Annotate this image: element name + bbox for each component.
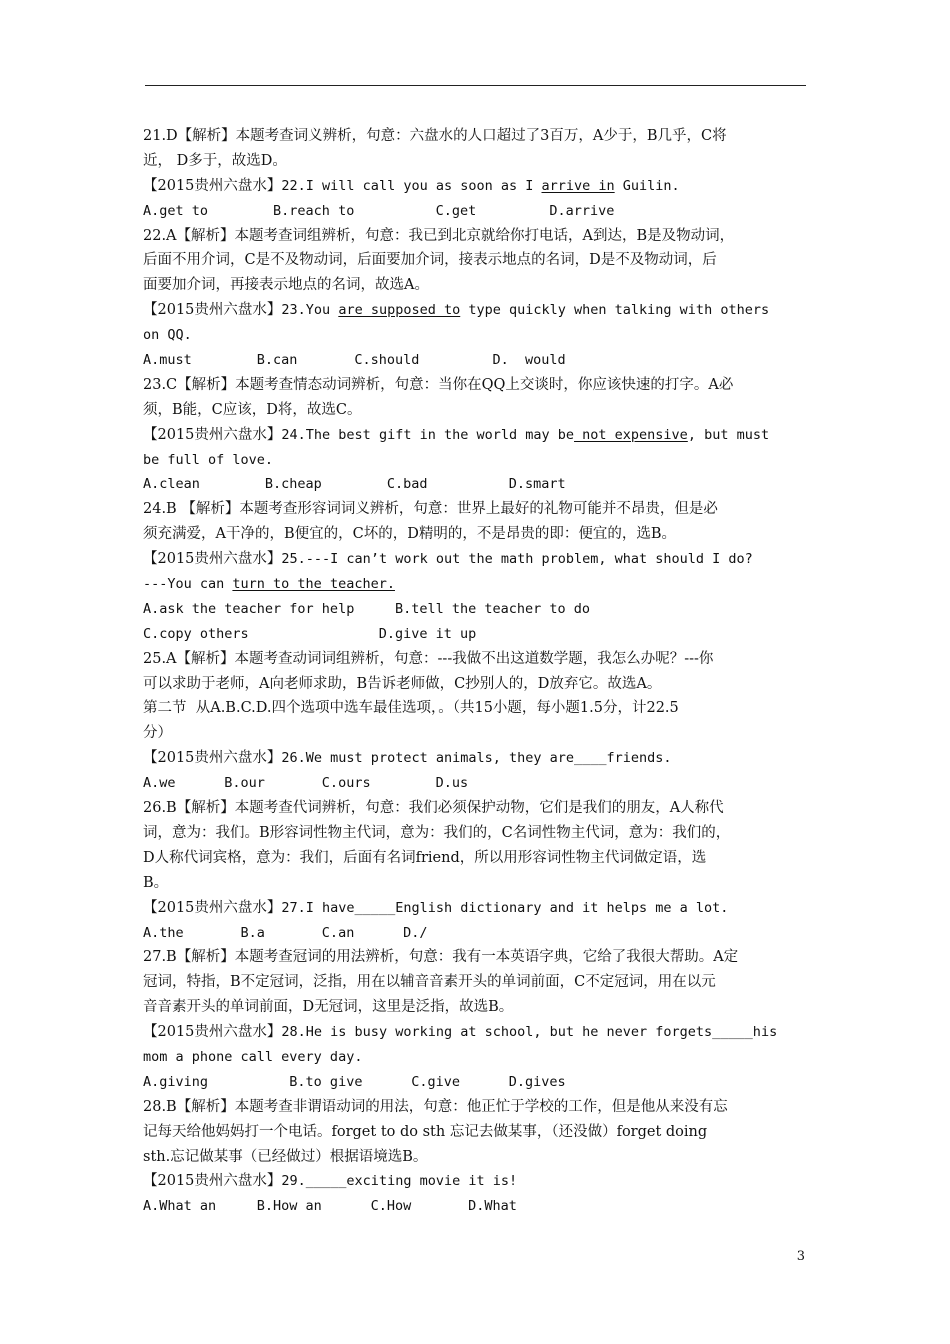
q25-underlined-phrase: turn to the teacher. bbox=[232, 576, 395, 593]
q29-stem bbox=[143, 1169, 811, 1194]
q24-underlined-phrase: not expensive bbox=[574, 426, 688, 443]
q28-options: A.giving B.to give C.give D.gives bbox=[143, 1073, 566, 1090]
q26-options: A.we B.our C.ours D.us bbox=[143, 775, 469, 792]
q27-options: A.the B.a C.an D./ bbox=[143, 924, 428, 941]
q24-source: 【2015贵州六盘水】 bbox=[143, 426, 282, 443]
q25-source: 【2015贵州六盘水】 bbox=[143, 551, 282, 568]
q26-stem bbox=[143, 746, 811, 771]
q22-stem-start: 22.I will call you as soon as I bbox=[281, 177, 542, 194]
q24-stem-start: 24.The best gift in the world may be bbox=[281, 426, 575, 443]
q27-answer-line-1: 27.B【解析】本题考查冠词的用法辨析，句意：我有一本英语字典，它给了我很大帮助。A定 bbox=[143, 949, 739, 966]
q24-stem bbox=[143, 423, 811, 448]
q28-source: 【2015贵州六盘水】 bbox=[143, 1024, 282, 1041]
q21-answer-line-2: 近， D多于，故选D。 bbox=[143, 152, 287, 169]
q23-source: 【2015贵州六盘水】 bbox=[143, 302, 282, 319]
page-number: 3 bbox=[796, 1249, 805, 1264]
q27-source: 【2015贵州六盘水】 bbox=[143, 899, 282, 916]
section-heading-line-2: 分） bbox=[143, 725, 172, 742]
q27-stem bbox=[143, 896, 811, 921]
q25-stem bbox=[143, 547, 811, 572]
q28-answer-line-2: 记每天给他妈妈打一个电话。forget to do sth 忘记去做某事，（还没做）forget doing bbox=[143, 1123, 708, 1140]
q29-stem-text: 29._____exciting movie it is! bbox=[281, 1173, 518, 1190]
q23-answer-line-2: 须，B能，C应该，D将，故选C。 bbox=[143, 401, 362, 418]
q28-stem-start: 28.He is busy working at school, but he never forgets_____his bbox=[281, 1024, 778, 1041]
q25-options-row-2: C.copy others D.give it up bbox=[143, 625, 477, 642]
q25-options-row-1: A.ask the teacher for help B.tell the teacher to do bbox=[143, 600, 591, 617]
q22-answer-line-3: 面要加介词，再接表示地点的名词，故选A。 bbox=[143, 277, 429, 294]
q28-stem-continued: mom a phone call every day. bbox=[143, 1048, 363, 1065]
q26-stem-text: 26.We must protect animals, they are____friends. bbox=[281, 750, 672, 767]
q24-options: A.clean B.cheap C.bad D.smart bbox=[143, 476, 566, 493]
q25-stem-start: 25.---I can’t work out the math problem, what should I do? bbox=[281, 551, 753, 568]
q25-reply-start: ---You can bbox=[143, 576, 233, 593]
q27-answer-line-3: 音音素开头的单词前面，D无冠词，这里是泛指，故选B。 bbox=[143, 999, 514, 1016]
q24-stem-continued: be full of love. bbox=[143, 451, 274, 468]
q26-answer-line-4: B。 bbox=[143, 874, 169, 891]
q25-answer-line-2: 可以求助于老师，A向老师求助，B告诉老师做，C抄别人的，D放弃它。故选A。 bbox=[143, 675, 662, 692]
q23-stem-end: type quickly when talking with others bbox=[460, 302, 770, 319]
q22-stem bbox=[143, 174, 811, 199]
q29-source: 【2015贵州六盘水】 bbox=[143, 1173, 282, 1190]
q26-answer-line-1: 26.B【解析】本题考查代词辨析，句意：我们必须保护动物，它们是我们的朋友，A人称代 bbox=[143, 800, 724, 817]
q28-answer-line-3: sth.忘记做某事（已经做过）根据语境选B。 bbox=[143, 1148, 428, 1165]
q27-answer-line-2: 冠词，特指，B不定冠词，泛指，用在以辅音音素开头的单词前面，C不定冠词，用在以元 bbox=[143, 974, 716, 991]
q22-underlined-phrase: arrive in bbox=[541, 177, 615, 194]
q24-answer-line-1: 24.B 【解析】本题考查形容词词义辨析，句意：世界上最好的礼物可能并不昂贵，但是必 bbox=[143, 501, 718, 518]
q24-stem-end: , but must bbox=[687, 426, 770, 443]
q26-answer-line-2: 词，意为：我们。B形容词性物主代词，意为：我们的，C名词性物主代词，意为：我们的， bbox=[143, 824, 731, 841]
q23-stem-continued: on QQ. bbox=[143, 327, 192, 344]
q28-stem bbox=[143, 1020, 811, 1045]
q23-answer-line-1: 23.C【解析】本题考查情态动词辨析，句意：当你在QQ上交谈时，你应该快速的打字。A必 bbox=[143, 376, 734, 393]
q26-answer-line-3: D人称代词宾格，意为：我们，后面有名词friend，所以用形容词性物主代词做定语，选 bbox=[143, 849, 707, 866]
q25-stem-continued bbox=[143, 572, 811, 597]
q23-options: A.must B.can C.should D. would bbox=[143, 352, 566, 369]
q23-stem-start: 23.You bbox=[281, 302, 339, 319]
q29-options: A.What an B.How an C.How D.What bbox=[143, 1198, 517, 1215]
q22-answer-line-1: 22.A【解析】本题考查词组辨析，句意：我已到北京就给你打电话，A到达，B是及物动词， bbox=[143, 227, 735, 244]
q26-source: 【2015贵州六盘水】 bbox=[143, 750, 282, 767]
q28-answer-line-1: 28.B【解析】本题考查非谓语动词的用法，句意：他正忙于学校的工作，但是他从来没有忘 bbox=[143, 1098, 728, 1115]
q22-answer-line-2: 后面不用介词，C是不及物动词，后面要加介词，接表示地点的名词，D是不及物动词，后 bbox=[143, 252, 717, 269]
q22-options: A.get to B.reach to C.get D.arrive bbox=[143, 202, 615, 219]
q23-underlined-phrase: are supposed to bbox=[338, 302, 461, 319]
header-rule bbox=[145, 85, 806, 86]
q22-stem-end: Guilin. bbox=[614, 177, 680, 194]
section-heading-line-1: 第二节 从A.B.C.D.四个选项中选车最佳选项，。（共15小题，每小题1.5分，计22.5 bbox=[143, 700, 679, 717]
page-content bbox=[143, 124, 811, 1219]
q23-stem bbox=[143, 298, 811, 323]
q22-source: 【2015贵州六盘水】 bbox=[143, 177, 282, 194]
q24-answer-line-2: 须充满爱，A干净的，B便宜的，C坏的，D精明的，不是昂贵的即：便宜的，选B。 bbox=[143, 526, 676, 543]
q21-answer-line-1: 21.D【解析】本题考查词义辨析，句意：六盘水的人口超过了3百万，A少于，B几乎，C将 bbox=[143, 128, 727, 144]
q25-answer-line-1: 25.A【解析】本题考查动词词组辨析，句意：---我做不出这道数学题，我怎么办呢？---你 bbox=[143, 650, 714, 667]
q27-stem-text: 27.I have_____English dictionary and it helps me a lot. bbox=[281, 899, 729, 916]
